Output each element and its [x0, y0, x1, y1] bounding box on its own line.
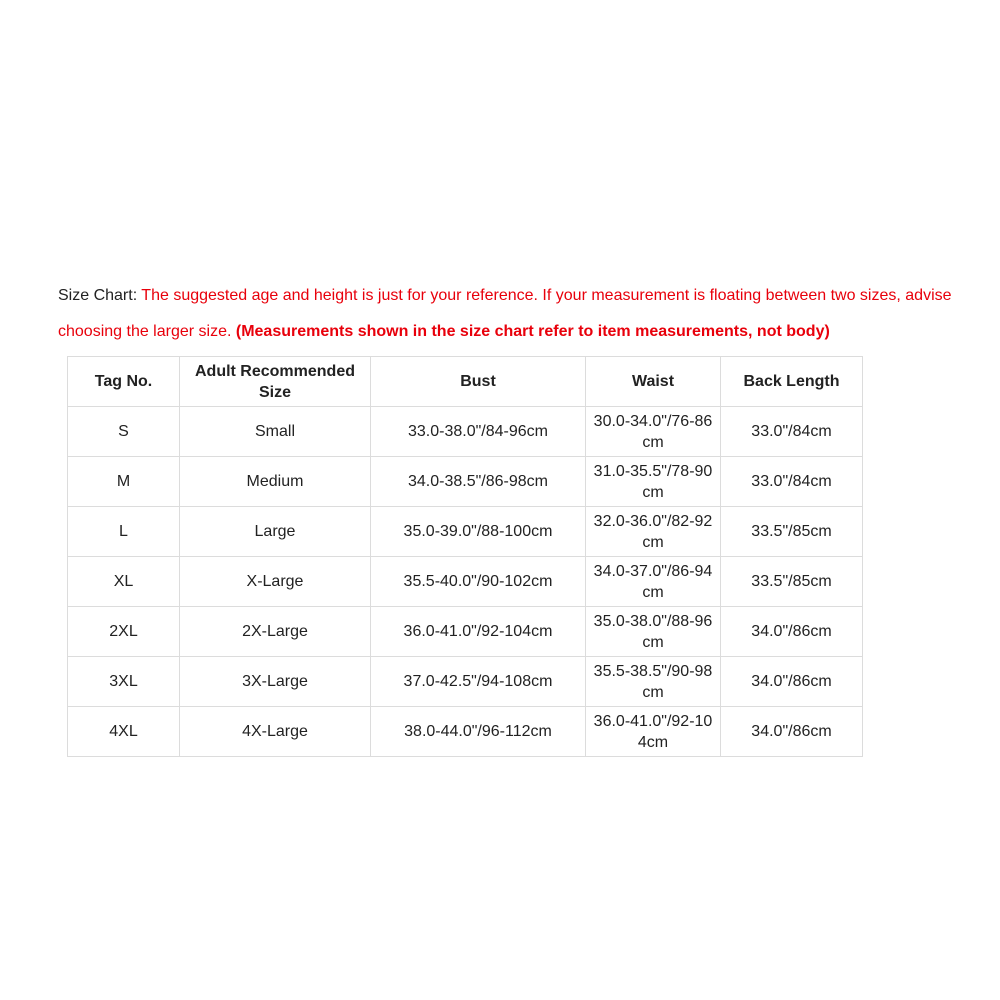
header-back-length: Back Length — [721, 357, 863, 407]
cell-size: Small — [180, 407, 371, 457]
header-tag-no: Tag No. — [68, 357, 180, 407]
table-row — [68, 607, 863, 657]
header-bust: Bust — [371, 357, 586, 407]
cell-size: 4X-Large — [180, 707, 371, 757]
cell-waist: 32.0-36.0"/82-92cm — [586, 507, 721, 557]
cell-tag: 4XL — [68, 707, 180, 757]
cell-back-length: 34.0"/86cm — [721, 707, 863, 757]
cell-bust: 34.0-38.5"/86-98cm — [371, 457, 586, 507]
cell-tag: L — [68, 507, 180, 557]
cell-waist: 35.5-38.5"/90-98cm — [586, 657, 721, 707]
table-row — [68, 657, 863, 707]
size-chart-note: The suggested age and height is just for your reference. If your measurement is floating between two sizes, advise choosing the larger size. — [58, 287, 952, 340]
cell-size: X-Large — [180, 557, 371, 607]
table-row — [68, 557, 863, 607]
table-row — [68, 457, 863, 507]
cell-waist: 30.0-34.0"/76-86cm — [586, 407, 721, 457]
cell-bust: 35.5-40.0"/90-102cm — [371, 557, 586, 607]
table-row — [68, 407, 863, 457]
cell-back-length: 33.0"/84cm — [721, 407, 863, 457]
cell-back-length: 34.0"/86cm — [721, 607, 863, 657]
cell-size: 2X-Large — [180, 607, 371, 657]
cell-back-length: 33.5"/85cm — [721, 507, 863, 557]
cell-tag: XL — [68, 557, 180, 607]
cell-size: Large — [180, 507, 371, 557]
table-header-row — [68, 357, 863, 407]
cell-waist: 36.0-41.0"/92-104cm — [586, 707, 721, 757]
cell-size: 3X-Large — [180, 657, 371, 707]
cell-tag: S — [68, 407, 180, 457]
table-row — [68, 507, 863, 557]
cell-bust: 36.0-41.0"/92-104cm — [371, 607, 586, 657]
cell-size: Medium — [180, 457, 371, 507]
cell-waist: 35.0-38.0"/88-96cm — [586, 607, 721, 657]
header-waist: Waist — [586, 357, 721, 407]
cell-waist: 31.0-35.5"/78-90cm — [586, 457, 721, 507]
cell-waist: 34.0-37.0"/86-94cm — [586, 557, 721, 607]
size-chart-label: Size Chart: — [58, 287, 142, 304]
cell-back-length: 33.0"/84cm — [721, 457, 863, 507]
cell-back-length: 34.0"/86cm — [721, 657, 863, 707]
cell-bust: 33.0-38.0"/84-96cm — [371, 407, 586, 457]
cell-tag: 3XL — [68, 657, 180, 707]
header-recommended-size: Adult Recommended Size — [180, 357, 371, 407]
cell-tag: M — [68, 457, 180, 507]
size-chart-intro — [58, 278, 958, 350]
cell-back-length: 33.5"/85cm — [721, 557, 863, 607]
size-chart-table — [67, 356, 863, 757]
size-chart-emphasis: (Measurements shown in the size chart refer to item measurements, not body) — [235, 323, 830, 340]
cell-bust: 35.0-39.0"/88-100cm — [371, 507, 586, 557]
cell-tag: 2XL — [68, 607, 180, 657]
table-row — [68, 707, 863, 757]
cell-bust: 38.0-44.0"/96-112cm — [371, 707, 586, 757]
cell-bust: 37.0-42.5"/94-108cm — [371, 657, 586, 707]
